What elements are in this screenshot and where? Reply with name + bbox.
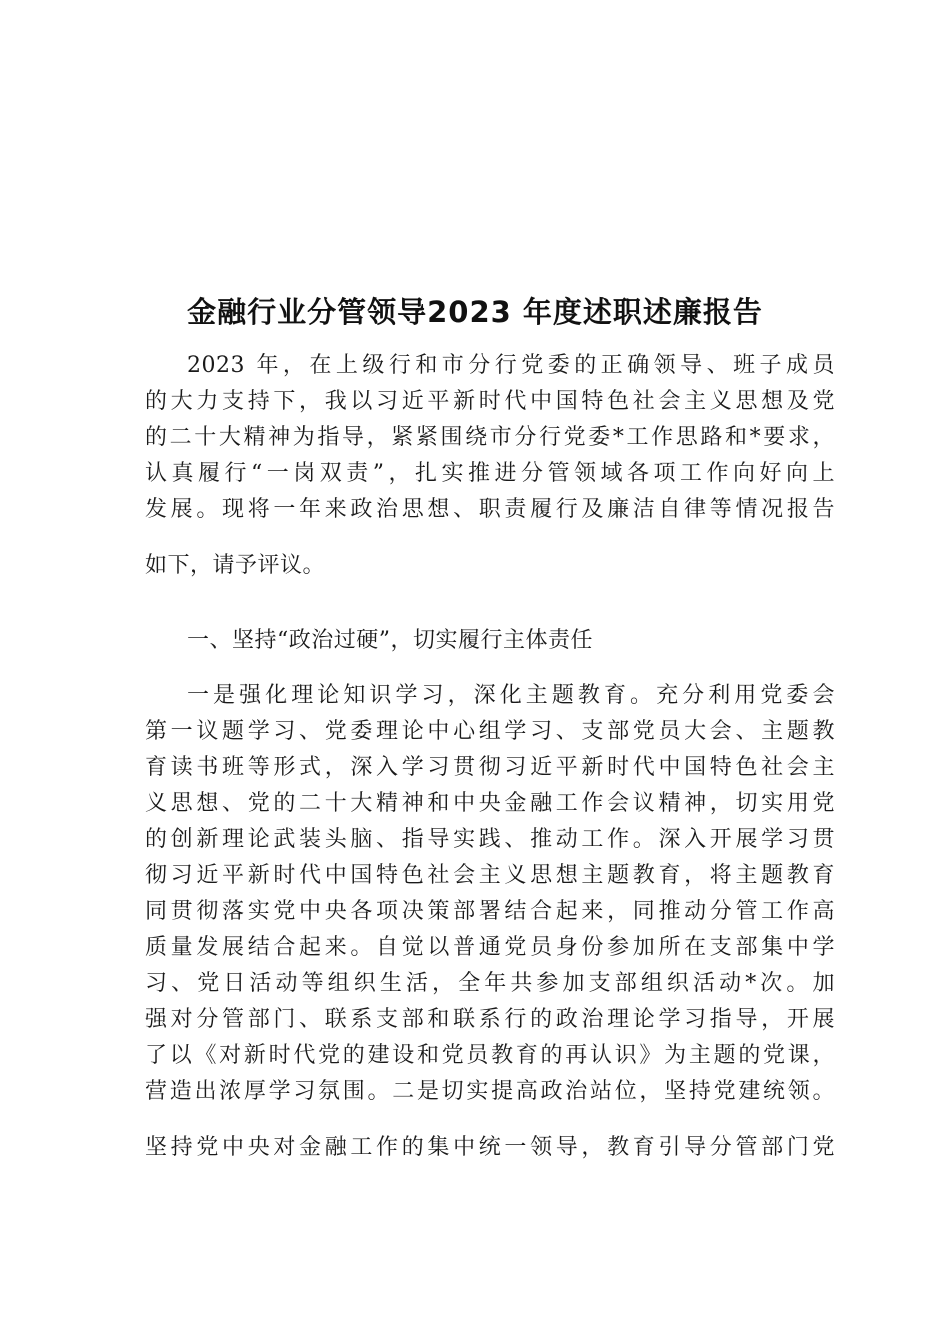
paragraph-line: 质量发展结合起来。自觉以普通党员身份参加所在支部集中学 [145,935,835,960]
paragraph-line: 强对分管部门、联系支部和联系行的政治理论学习指导，开展 [145,1007,835,1032]
paragraph-line: 习、党日活动等组织生活，全年共参加支部组织活动*次。加 [145,971,835,996]
paragraph-line: 义思想、党的二十大精神和中央金融工作会议精神，切实用党 [145,791,835,816]
paragraph-line: 的大力支持下，我以习近平新时代中国特色社会主义思想及党 [145,389,835,414]
paragraph-line: 第一议题学习、党委理论中心组学习、支部党员大会、主题教 [145,719,835,744]
document-title: 金融行业分管领导2023 年度述职述廉报告 [187,295,763,329]
paragraph-line: 的二十大精神为指导，紧紧围绕市分行党委*工作思路和*要求， [145,425,835,450]
paragraph-line: 发展。现将一年来政治思想、职责履行及廉洁自律等情况报告 [145,497,835,522]
paragraph-line: 育读书班等形式，深入学习贯彻习近平新时代中国特色社会主 [145,755,835,780]
paragraph-line: 认真履行“一岗双责”，扎实推进分管领域各项工作向好向上 [145,461,835,486]
paragraph-line: 一是强化理论知识学习，深化主题教育。充分利用党委会 [187,683,835,708]
paragraph-line: 如下，请予评议。 [145,553,326,578]
paragraph-line: 的创新理论武装头脑、指导实践、推动工作。深入开展学习贯 [145,827,835,852]
paragraph-line: 彻习近平新时代中国特色社会主义思想主题教育，将主题教育 [145,863,835,888]
paragraph-line: 了以《对新时代党的建设和党员教育的再认识》为主题的党课， [145,1043,835,1068]
paragraph-line: 坚持党中央对金融工作的集中统一领导，教育引导分管部门党 [145,1135,835,1160]
paragraph-line: 2023 年，在上级行和市分行党委的正确领导、班子成员 [187,353,835,378]
paragraph-line: 营造出浓厚学习氛围。二是切实提高政治站位，坚持党建统领。 [145,1079,835,1104]
paragraph-line: 同贯彻落实党中央各项决策部署结合起来，同推动分管工作高 [145,899,835,924]
section-heading: 一、坚持“政治过硬”，切实履行主体责任 [187,628,593,653]
